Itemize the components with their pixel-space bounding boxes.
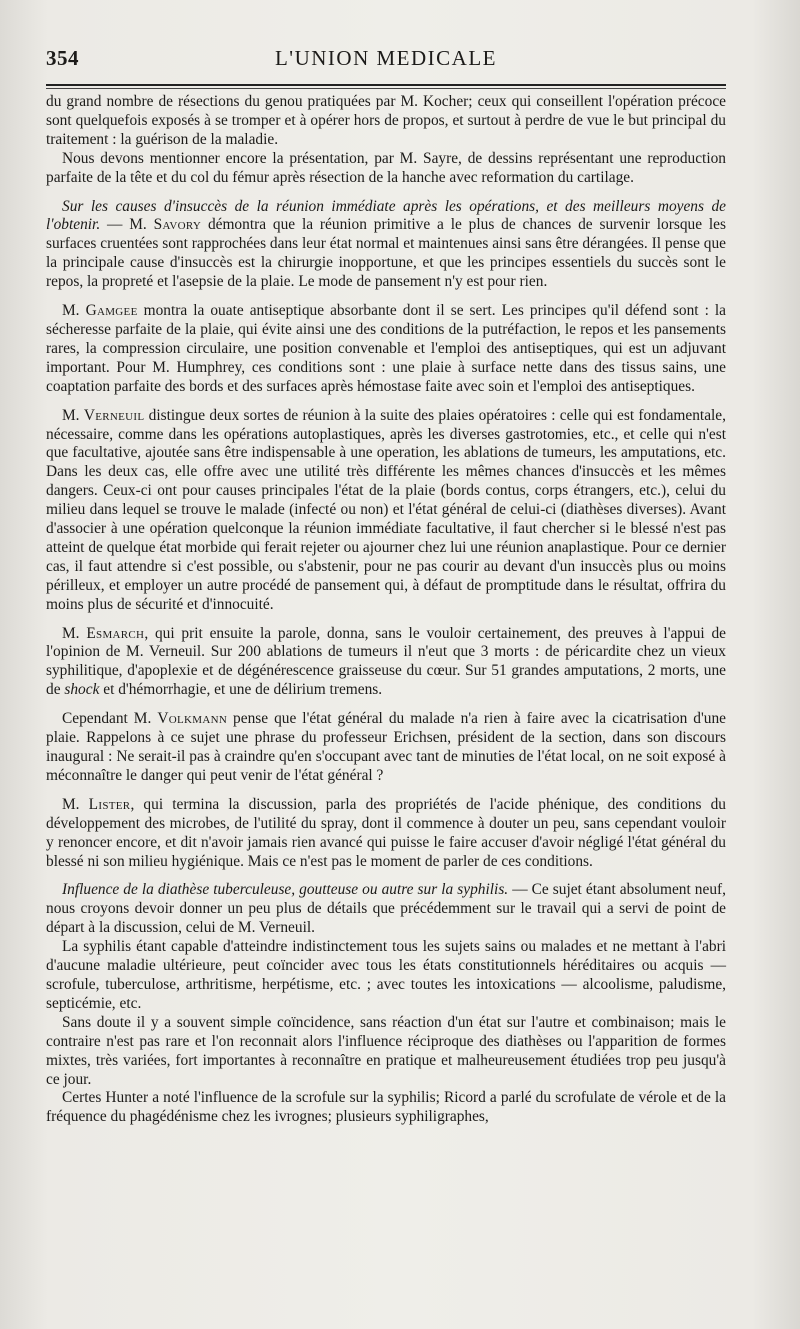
prefix: Cependant M.: [62, 710, 158, 728]
prefix: M.: [62, 406, 84, 424]
paragraph-text: démontra que la réunion primitive a le plus de chances de survenir lorsque les surfaces cruentées sont rapprochées dans leur état normal et maintenues ainsi sans être dérangées. Il pense que la principale cause d'insuccès est la chirurgie inopportune, et que les principes essentiels du succès sont le repos, la propreté et l'asepsie de la plaie. Le mode de pansement n'y est pour rien.: [46, 216, 726, 291]
prefix: M.: [62, 624, 87, 642]
paragraph-text: montra la ouate antiseptique absorbante dont il se sert. Les principes qu'il défend sont : la sécheresse parfaite de la plaie, qui évite ainsi une des conditions de la putréfaction, le repos et les pansements rares, la compression circulaire, une position convenable et l'emploi des antiseptiques, qui est un adjuvant important. Pour M. Humphrey, ces conditions sont : une plaie à surface nette dans des tissus sains, une coaptation parfaite des bords et des surfaces après hémostase faite avec soin et l'emploi des antiseptiques.: [46, 302, 726, 395]
paragraph-verneuil: [46, 407, 726, 615]
author-name: Verneuil: [83, 406, 145, 424]
paragraph-text: Certes Hunter a noté l'influence de la scrofule sur la syphilis; Ricord a parlé du scrofulate de vérole et de la fréquence du phagédénisme chez les ivrognes; plusieurs syphiligraphes,: [46, 1089, 726, 1126]
author-name: Savory: [153, 216, 202, 234]
paragraph-text: Sans doute il y a souvent simple coïncidence, sans réaction d'un état sur l'autre et combinaison; mais le contraire n'est pas rare et l'on reconnait alors l'influence réciproque des diathèses ou l'apparition de formes mixtes, très variées, fort importantes à reconnaître en pratique et malheureusement étudiées trop peu jusqu'à ce jour.: [46, 1013, 726, 1088]
paragraph-syphilis-1: [46, 938, 726, 1014]
prefix: M.: [62, 795, 89, 813]
prefix: M.: [62, 302, 86, 320]
paragraph-text: La syphilis étant capable d'atteindre indistinctement tous les sujets sains ou malades et ne mettant à l'abri d'aucune maladie ultérieure, peut coïncider avec tous les états constitutionnels héréditaires ou acquis — scrofule, tuberculose, arthritisme, herpétisme, etc. ; avec toutes les intoxications — alcoolisme, paludisme, septicémie, etc.: [46, 938, 726, 1012]
paragraph-hunter: [46, 1089, 726, 1127]
header-rule-thin: [46, 88, 726, 89]
paragraph-sayre: [46, 150, 726, 188]
dash-prefix: — M.: [100, 216, 154, 234]
page-number: 354: [46, 46, 79, 70]
paragraph-text: du grand nombre de résections du genou pratiquées par M. Kocher; ceux qui conseillent l'opération précoce sont quelquefois exposés à se tromper et à opérer hors de propos, et surtout à perdre de vue le but principal du traitement : la guérison de la maladie.: [46, 93, 726, 148]
paragraph-continuation: [46, 93, 726, 150]
paragraph-text: , qui termina la discussion, parla des propriétés de l'acide phénique, des conditions du développement des microbes, de l'utilité du spray, dont il commence à douter un peu, sans cependant vouloir y renoncer encore, et dit n'avoir jamais rien avancé qui puisse le faire accuser d'avoir négligé l'état général du blessé ni son milieu hygiénique. Mais ce n'est pas le moment de parler de ces conditions.: [46, 795, 726, 870]
paragraph-text: Nous devons mentionner encore la présentation, par M. Sayre, de dessins représentant une reproduction parfaite de la tête et du col du fémur après résection de la hanche avec reformation du cartilage.: [46, 149, 726, 186]
author-name: Gamgee: [85, 302, 138, 320]
section-heading-italic: Sur les causes d'insuccès de la réunion immédiate après les opérations, et des meilleurs moyens de l'obtenir.: [46, 197, 726, 234]
paragraph-volkmann: [46, 710, 726, 786]
journal-title: L'UNION MEDICALE: [274, 46, 497, 70]
paragraph-text: distingue deux sortes de réunion à la suite des plaies opératoires : celle qui est fondamentale, nécessaire, comme dans les opérations autoplastiques, après les diverses gastrotomies, etc., et celle qui n'est que facultative, ajoutée sans être indispensable à une operation, les ablations de tumeurs, les amputations, etc. Dans les deux cas, elle offre avec une utilité très différente les mêmes chances d'insuccès et les mêmes dangers. Ceux-ci ont pour causes principales l'état de la plaie (bords contus, corps étrangers, etc.), celui du milieu dans lequel se trouve le malade (infecté ou non) et l'état général de celui-ci (diathèses diverses). Avant d'associer à une opération quelconque la réunion immédiate facultative, il faut chercher si le blessé n'est pas atteint de quelque état morbide qui ferait rejeter ou ajourner chez lui une réunion anaplastique. Pour ce dernier cas, il faut attendre si c'est possible, ou s'abstenir, pour ne pas courir au devant d'un insuccès plus ou moins périlleux, et employer un autre procédé de pansement qui, à défaut de promptitude dans le résultat, offrira du moins plus de sécurité et d'innocuité.: [46, 406, 726, 613]
paragraph-lister: [46, 796, 726, 872]
author-name: Volkmann: [157, 710, 228, 728]
paragraph-syphilis-2: [46, 1014, 726, 1090]
author-name: Lister: [88, 795, 131, 813]
paragraph-esmarch: [46, 625, 726, 701]
italic-word: shock: [64, 681, 100, 699]
running-head: [46, 46, 726, 76]
paragraph-gamgee: [46, 302, 726, 397]
section-heading-italic: Influence de la diathèse tuberculeuse, goutteuse ou autre sur la syphilis.: [62, 881, 509, 899]
paragraph-syphilis-heading: [46, 881, 726, 938]
article-body: [46, 93, 726, 1127]
paragraph-savory: [46, 198, 726, 293]
paragraph-text: , qui prit ensuite la parole, donna, sans le vouloir certainement, des preuves à l'appui de l'opinion de M. Verneuil. Sur 200 ablations de tumeurs il n'eut que 3 morts : de péricardite chez un vieux syphilitique, d'apoplexie et de dégénérescence graisseuse du cœur. Sur 51 grandes amputations, 2 morts, une de: [46, 624, 726, 699]
header-rule: [46, 84, 726, 86]
paragraph-text: et d'hémorrhagie, et une de délirium tremens.: [99, 681, 383, 699]
author-name: Esmarch: [86, 624, 145, 642]
paragraph-text: pense que l'état général du malade n'a rien à faire avec la cicatrisation d'une plaie. Rappelons à ce sujet une phrase du professeur Erichsen, président de la section, dans son discours inaugural : Ne serait-il pas à craindre qu'en s'occupant avec tant de minuties de l'état local, on ne soit exposé à méconnaître le danger qui peut venir de l'état général ?: [46, 710, 726, 784]
paragraph-text: — Ce sujet étant absolument neuf, nous croyons devoir donner un peu plus de détails que précédemment sur le travail qui a servi de point de départ à la discussion, celui de M. Verneuil.: [46, 881, 727, 937]
